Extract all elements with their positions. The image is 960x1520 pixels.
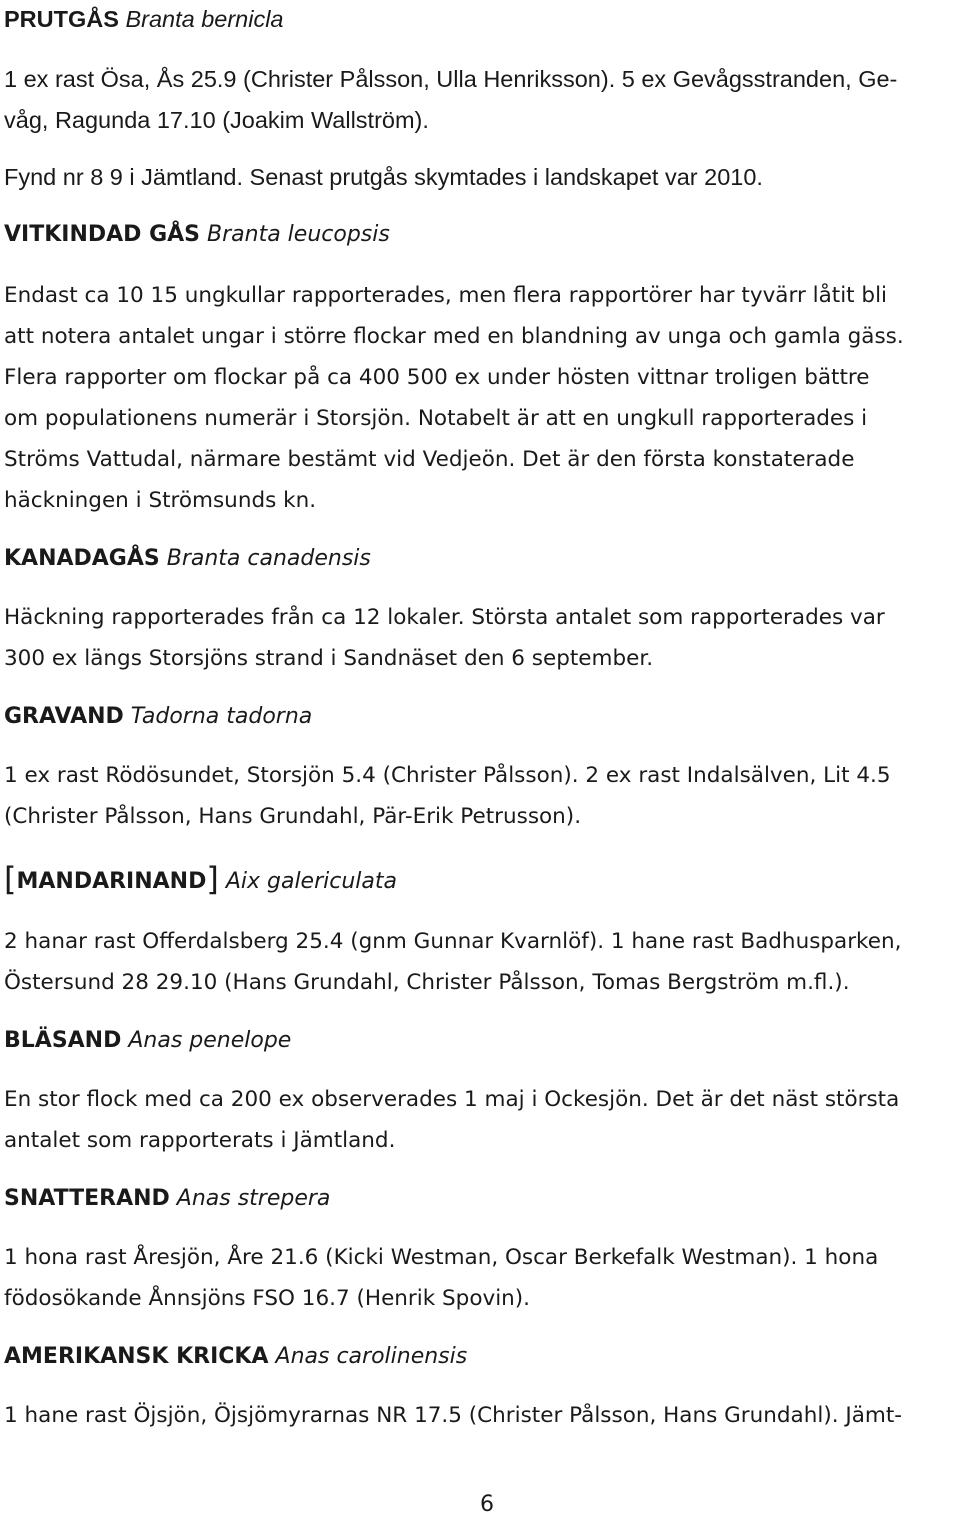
- text-line: 1 hane rast Öjsjön, Öjsjömyrarnas NR 17.5 (Christer Pålsson, Hans Grundahl). Jämt-: [4, 1403, 903, 1428]
- text-line: Flera rapporter om flockar på ca 400 500 ex under hösten vittnar troligen bättre: [4, 365, 870, 390]
- text-line: födosökande Ånnsjöns FSO 16.7 (Henrik Spovin).: [4, 1286, 531, 1311]
- text-line: häckningen i Strömsunds kn.: [4, 488, 317, 513]
- species-latin-name: Anas carolinensis: [275, 1344, 468, 1369]
- species-name: BLÄSAND: [4, 1028, 122, 1053]
- text-line: att notera antalet ungar i större flockar med en blandning av unga och gamla gäss.: [4, 324, 904, 349]
- text-line: Ströms Vattudal, närmare bestämt vid Vedjeön. Det är den första konstaterade: [4, 447, 855, 472]
- species-name: AMERIKANSK KRICKA: [4, 1344, 269, 1369]
- species-heading-mandarinand: [4, 860, 952, 898]
- text-line: 1 ex rast Ösa, Ås 25.9 (Christer Pålsson, Ulla Henriksson). 5 ex Gevågsstranden, Ge-: [4, 66, 898, 92]
- species-latin-name: Anas penelope: [128, 1028, 292, 1053]
- species-text-prutgas: [4, 59, 952, 141]
- text-line: antalet som rapporterats i Jämtland.: [4, 1128, 396, 1153]
- species-latin-name: Tadorna tadorna: [130, 704, 313, 729]
- species-name: VITKINDAD GÅS: [4, 222, 201, 247]
- species-heading-kanadagas: [4, 544, 952, 574]
- text-line: om populationens numerär i Storsjön. Notabelt är att en ungkull rapporterades i: [4, 406, 868, 431]
- text-line: Fynd nr 8 9 i Jämtland. Senast prutgås skymtades i landskapet var 2010.: [4, 164, 763, 190]
- species-latin-name: Branta canadensis: [166, 546, 371, 571]
- species-text-vitkindad-gas: [4, 275, 952, 521]
- species-latin-name: Branta bernicla: [125, 6, 284, 32]
- text-line: 1 hona rast Åresjön, Åre 21.6 (Kicki Westman, Oscar Berkefalk Westman). 1 hona: [4, 1245, 879, 1270]
- bracket-open: [: [4, 860, 17, 898]
- species-heading-amerikansk-kricka: [4, 1342, 952, 1372]
- species-text-amerikansk-kricka: [4, 1395, 952, 1436]
- page-number: 6: [480, 1492, 494, 1517]
- species-text-kanadagas: [4, 597, 952, 679]
- text-line: 300 ex längs Storsjöns strand i Sandnäset den 6 september.: [4, 646, 654, 671]
- species-name: SNATTERAND: [4, 1186, 170, 1211]
- text-line: 2 hanar rast Offerdalsberg 25.4 (gnm Gunnar Kvarnlöf). 1 hane rast Badhusparken,: [4, 929, 902, 954]
- text-line: En stor flock med ca 200 ex observerades 1 maj i Ockesjön. Det är det näst största: [4, 1087, 900, 1112]
- species-latin-name: Branta leucopsis: [207, 222, 390, 247]
- bracket-close: ]: [206, 860, 219, 898]
- text-line: (Christer Pålsson, Hans Grundahl, Pär-Erik Petrusson).: [4, 804, 582, 829]
- text-line: Häckning rapporterades från ca 12 lokaler. Största antalet som rapporterades var: [4, 605, 885, 630]
- species-note-prutgas: [4, 157, 952, 198]
- species-text-mandarinand: [4, 921, 952, 1003]
- text-line: Östersund 28 29.10 (Hans Grundahl, Christer Pålsson, Tomas Bergström m.fl.).: [4, 970, 850, 995]
- species-heading-blasand: [4, 1026, 952, 1056]
- species-text-gravand: [4, 755, 952, 837]
- species-heading-vitkindad-gas: [4, 220, 952, 250]
- species-text-blasand: [4, 1079, 952, 1161]
- species-name: KANADAGÅS: [4, 546, 160, 571]
- species-heading-gravand: [4, 702, 952, 732]
- species-heading-snatterand: [4, 1184, 952, 1214]
- species-latin-name: Anas strepera: [176, 1186, 331, 1211]
- text-line: 1 ex rast Rödösundet, Storsjön 5.4 (Christer Pålsson). 2 ex rast Indalsälven, Lit 4.5: [4, 763, 891, 788]
- text-line: Endast ca 10 15 ungkullar rapporterades, men flera rapportörer har tyvärr låtit bli: [4, 283, 888, 308]
- species-name: MANDARINAND: [16, 869, 207, 894]
- species-latin-name: Aix galericulata: [225, 869, 397, 894]
- species-name: GRAVAND: [4, 704, 124, 729]
- species-text-snatterand: [4, 1237, 952, 1319]
- text-line: våg, Ragunda 17.10 (Joakim Wallström).: [4, 107, 429, 133]
- species-name: PRUTGÅS: [4, 6, 119, 32]
- species-heading-prutgas: [4, 4, 952, 34]
